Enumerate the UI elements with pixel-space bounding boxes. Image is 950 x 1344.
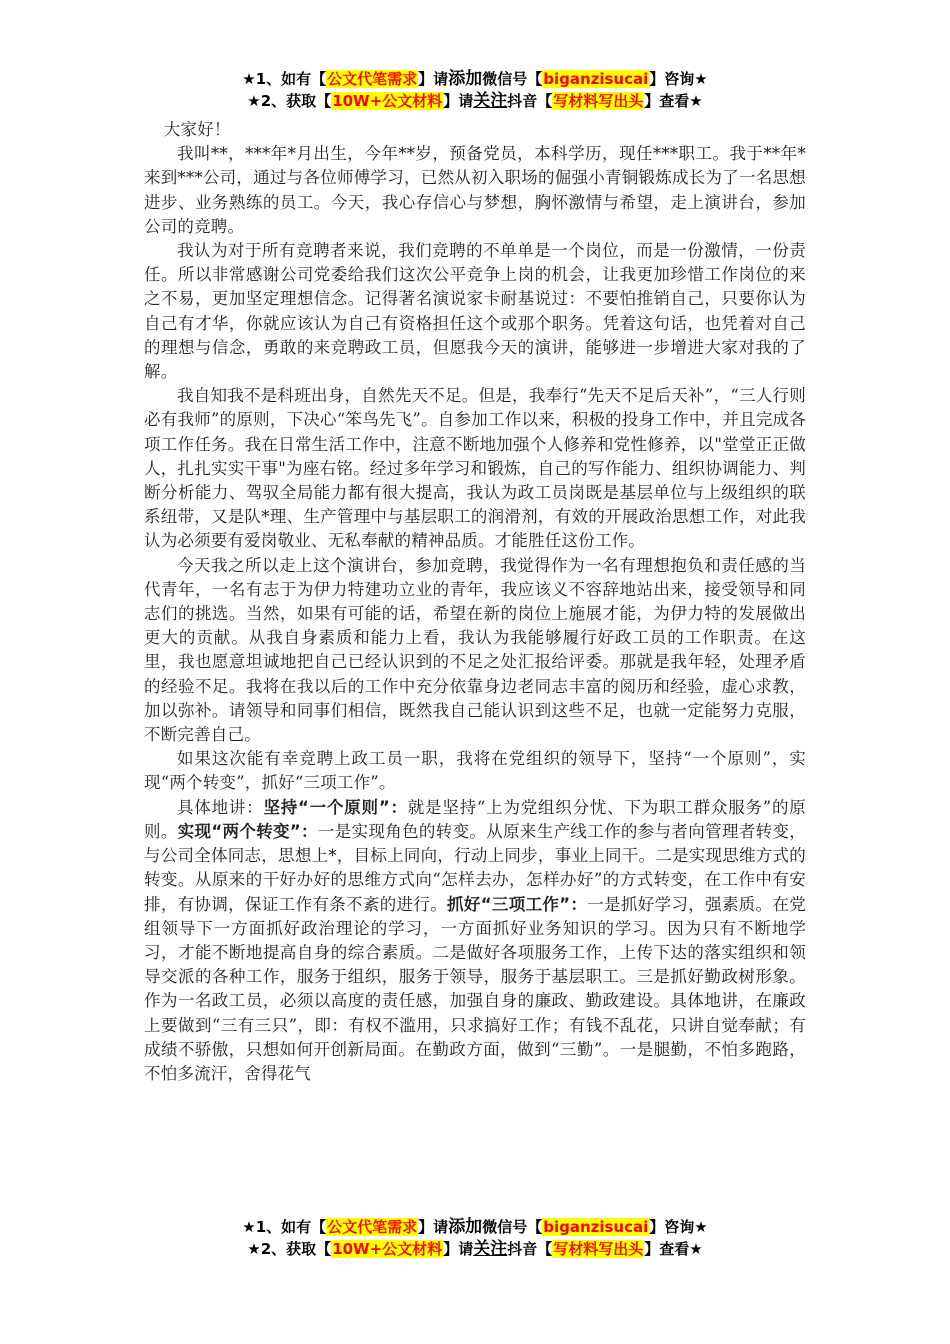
footer-banner: [0, 1216, 950, 1260]
banner-line-1: [0, 68, 950, 90]
banner-text: ★2、获取【: [247, 92, 332, 110]
plan-text-tasks: 一是抓好学习，强素质。在党组领导下一方面抓好政治理论的学习，一方面抓好业务知识的学习。因为只有不断地学习，才能不断地提高自身的综合素质。二是做好各项服务工作，上传下达的落实组织和领导交派的各种工作，服务于组织，服务于领导，服务于基层职工。三是抓好勤政树形象。作为一名政工员，必须以高度的责任感，加强自身的廉政、勤政建设。具体地讲，在廉政上要做到“三有三只”，即：有权不滥用，只求搞好工作；有钱不乱花，只讲自觉奉献；有成绩不骄傲，只想如何开创新局面。在勤政方面，做到“三勤”。一是腿勤，不怕多跑路，不怕多流汗，舍得花气: [144, 894, 806, 1083]
banner-text: 抖音【: [507, 1240, 553, 1258]
emphasis-add: 添加: [448, 1217, 483, 1237]
header-banner: [0, 68, 950, 112]
banner-text: ★2、获取【: [247, 1240, 332, 1258]
speech-body: [144, 118, 806, 1086]
banner-line-2: [0, 90, 950, 112]
emphasis-follow: 关注: [473, 1239, 508, 1259]
banner-line-2: [0, 1238, 950, 1260]
paragraph-plan-summary: 如果这次能有幸竞聘上政工员一职，我将在党组织的领导下，坚持“一个原则”，实现“两个转变”，抓好“三项工作”。: [144, 749, 806, 793]
greeting: 大家好！: [163, 120, 231, 139]
paragraph-plan-details: [144, 796, 806, 1086]
highlight-douyin-account: 写材料写出头: [553, 1240, 644, 1258]
banner-text: 】请: [418, 1218, 449, 1236]
plan-heading-principle: 坚持“一个原则”：: [263, 797, 408, 817]
highlight-materials: 10W+公文材料: [332, 92, 443, 110]
plan-heading-tasks: 抓好“三项工作”：: [447, 894, 588, 914]
banner-text: 微信号【: [482, 70, 543, 88]
banner-text: 】咨询★: [649, 70, 708, 88]
plan-text-principle: 就是坚持“上为党组织分忧、下为职工群众服务”的原则。: [144, 797, 807, 841]
banner-text: 】请: [418, 70, 449, 88]
banner-text: 抖音【: [507, 92, 553, 110]
plan-heading-transformation: 实现“两个转变”：: [177, 821, 318, 841]
highlight-materials: 10W+公文材料: [332, 1240, 443, 1258]
banner-text: ★1、如有【: [242, 70, 327, 88]
banner-text: ★1、如有【: [242, 1218, 327, 1236]
banner-text: 】请: [443, 92, 474, 110]
plan-lead: 具体地讲：: [177, 797, 264, 817]
paragraph-intro: 我叫**，***年*月出生，今年**岁，预备党员，本科学历，现任***职工。我于**年*来到***公司，通过与各位师傅学习，已然从初入职场的倔强小青铜锻炼成长为了一名思想进步、业务熟练的员工。今天，我心存信心与梦想，胸怀激情与希望，走上演讲台，参加公司的竞聘。: [144, 144, 806, 236]
banner-text: 】咨询★: [649, 1218, 708, 1236]
paragraph-responsibility: 我认为对于所有竞聘者来说，我们竞聘的不单单是一个岗位，而是一份激情，一份责任。所以非常感谢公司党委给我们这次公平竞争上岗的机会，让我更加珍惜工作岗位的来之不易，更加坚定理想信念。记得著名演说家卡耐基说过：不要怕推销自己，只要你认为自己有才华，你就应该认为自己有资格担任这个或那个职务。凭着这句话，也凭着对自己的理想与信念，勇敢的来竞聘政工员，但愿我今天的演讲，能够进一步增进大家对我的了解。: [144, 241, 806, 382]
plan-text-transformation: 一是实现角色的转变。从原来生产线工作的参与者向管理者转变，与公司全体同志，思想上*，目标上同向，行动上同步，事业上同干。二是实现思维方式的转变。从原来的干好办好的思维方式向“怎样去办，怎样办好”的方式转变，在工作中有安排，有协调，保证工作有条不紊的进行。: [144, 821, 806, 914]
banner-text: 】查看★: [644, 92, 703, 110]
banner-text: 微信号【: [482, 1218, 543, 1236]
paragraph-self-assessment: 我自知我不是科班出身，自然先天不足。但是，我奉行“先天不足后天补”，“三人行则必有我师”的原则，下决心“笨鸟先飞”。自参加工作以来，积极的投身工作中，并且完成各项工作任务。我在日常生活工作中，注意不断地加强个人修养和党性修养，以"堂堂正正做人，扎扎实实干事"为座右铭。经过多年学习和锻炼，自己的写作能力、组织协调能力、判断分析能力、驾驭全局能力都有很大提高，我认为政工员岗既是基层单位与上级组织的联系纽带，又是队*理、生产管理中与基层职工的润滑剂，有效的开展政治思想工作，对此我认为必须要有爱岗敬业、无私奉献的精神品质。才能胜任这份工作。: [144, 386, 806, 551]
banner-text: 】请: [443, 1240, 474, 1258]
emphasis-add: 添加: [448, 69, 483, 89]
highlight-wechat-id: biganzisucai: [543, 70, 649, 88]
banner-text: 】查看★: [644, 1240, 703, 1258]
emphasis-follow: 关注: [473, 91, 508, 111]
highlight-douyin-account: 写材料写出头: [553, 92, 644, 110]
banner-line-1: [0, 1216, 950, 1238]
highlight-service: 公文代笔需求: [327, 70, 418, 88]
paragraph-motivation: 今天我之所以走上这个演讲台，参加竞聘，我觉得作为一名有理想抱负和责任感的当代青年，一名有志于为伊力特建功立业的青年，我应该义不容辞地站出来，接受领导和同志们的挑选。当然，如果有可能的话，希望在新的岗位上施展才能，为伊力特的发展做出更大的贡献。从我自身素质和能力上看，我认为我能够履行好政工员的工作职责。在这里，我也愿意坦诚地把自己已经认识到的不足之处汇报给评委。那就是我年轻，处理矛盾的经验不足。我将在我以后的工作中充分依靠身边老同志丰富的阅历和经验，虚心求教，加以弥补。请领导和同事们相信，既然我自己能认识到这些不足，也就一定能努力克服，不断完善自己。: [144, 555, 806, 745]
highlight-wechat-id: biganzisucai: [543, 1218, 649, 1236]
highlight-service: 公文代笔需求: [327, 1218, 418, 1236]
